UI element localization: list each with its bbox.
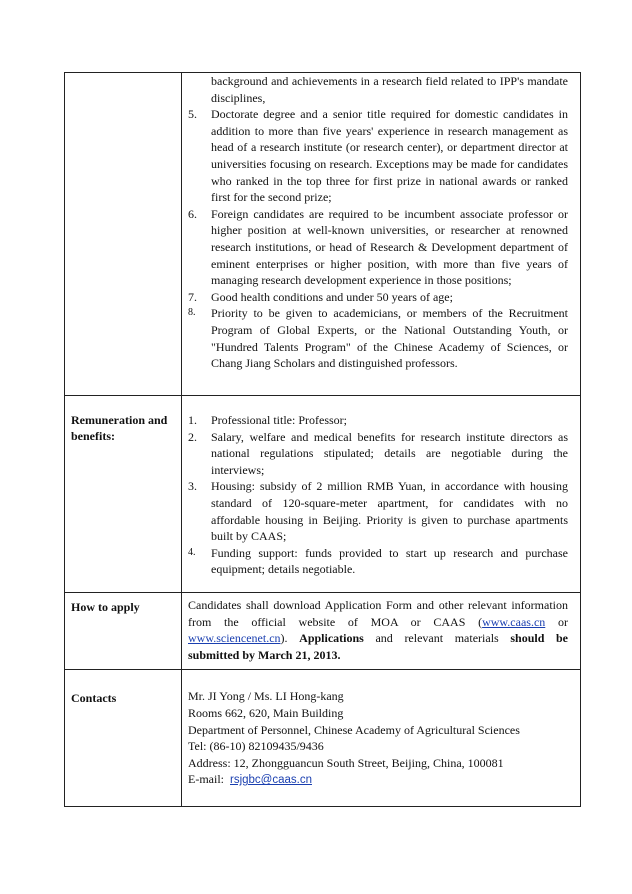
apply-bold-applications: Applications (299, 631, 364, 646)
contact-names: Mr. JI Yong / Ms. LI Hong-kang (188, 689, 344, 704)
item-text: Salary, welfare and medical benefits for research institute directors as national regulations stipulated; details are negotiable during the interviews; (211, 429, 568, 477)
remuneration-item-4 (188, 545, 568, 578)
contacts-row (65, 670, 581, 807)
requirement-item-5 (188, 106, 568, 206)
item-number: 7. (188, 289, 197, 304)
item-text: Priority to be given to academicians, or members of the Recruitment Program of Global Experts, or the National Outstanding Youth, or "Hundred Talents Program" of the Chinese Academy of Sciences, or Chang Jiang Scholars and distinguished professors. (211, 306, 568, 371)
item-text: Foreign candidates are required to be incumbent associate professor or higher position at well-known universities, or researcher at renowned research institutions, or head of Research & Development department of eminent enterprises or higher position, with more than five years of managing research development experience in those positions; (211, 206, 568, 288)
item-text: Professional title: Professor; (211, 413, 347, 427)
item-number: 5. (188, 107, 197, 122)
item-text: Doctorate degree and a senior title required for domestic candidates in addition to more than five years' experience in research management as head of a research institute (or research center), or department director at universities focusing on research. Exceptions may be made for candidates who ranked in the top three for first prize in national awards or ranked first for the second prize; (211, 107, 568, 205)
sciencenet-link[interactable]: www.sciencenet.cn (188, 631, 281, 646)
apply-row (65, 593, 581, 670)
remuneration-item-3 (188, 478, 568, 544)
item-text: Housing: subsidy of 2 million RMB Yuan, in accordance with housing standard of 120-square-meter apartment, for candidates with no affordable housing in Beijing. Priority is given to purchase apartments built by CAAS; (211, 479, 568, 544)
requirements-content (182, 73, 581, 396)
apply-text-and: and relevant materials (363, 631, 511, 646)
remuneration-content (182, 396, 581, 593)
contact-rooms: Rooms 662, 620, Main Building (188, 705, 344, 720)
apply-text-after: ). (280, 631, 300, 646)
contact-tel: Tel: (86-10) 82109435/9436 (188, 739, 324, 754)
apply-text-before: Candidates shall download Application Form and other relevant information from the official website of MOA or CAAS ( (188, 598, 568, 629)
item-number: 3. (188, 479, 197, 494)
item-number: 8. (188, 307, 196, 319)
item-number: 1. (188, 413, 197, 427)
apply-content (182, 593, 581, 670)
item-text: Good health conditions and under 50 years of age; (211, 289, 453, 304)
email-label: E-mail: (188, 772, 224, 787)
item-number: 4. (188, 546, 196, 558)
recruitment-table (64, 72, 581, 807)
contacts-content (182, 670, 581, 807)
contact-email-line (188, 771, 568, 789)
remuneration-label: Remuneration and benefits: (65, 396, 182, 593)
item-text: Funding support: funds provided to start up research and purchase equipment; details negotiable. (211, 545, 568, 577)
apply-label: How to apply (65, 593, 182, 670)
email-link[interactable]: rsjgbc@caas.cn (230, 774, 312, 787)
contact-address: Address: 12, Zhongguancun South Street, Beijing, China, 100081 (188, 755, 504, 770)
apply-deadline: should be submitted by March 21, 2013. (188, 631, 569, 662)
contact-department: Department of Personnel, Chinese Academy of Agricultural Sciences (188, 722, 520, 737)
apply-text-or: or (545, 614, 568, 629)
item-number: 2. (188, 429, 197, 444)
item-number: 6. (188, 206, 197, 221)
caas-link[interactable]: www.caas.cn (482, 614, 546, 629)
remuneration-item-2 (188, 429, 568, 479)
requirements-continuation: background and achievements in a research field related to IPP's mandate disciplines, (211, 74, 568, 105)
requirements-label-cell (65, 73, 182, 396)
remuneration-item-1 (188, 412, 568, 429)
requirements-row (65, 73, 581, 396)
requirement-item-7 (188, 289, 568, 306)
requirement-item-6 (188, 206, 568, 289)
contacts-label: Contacts (65, 670, 182, 807)
requirement-item-8 (188, 305, 568, 371)
remuneration-row (65, 396, 581, 593)
